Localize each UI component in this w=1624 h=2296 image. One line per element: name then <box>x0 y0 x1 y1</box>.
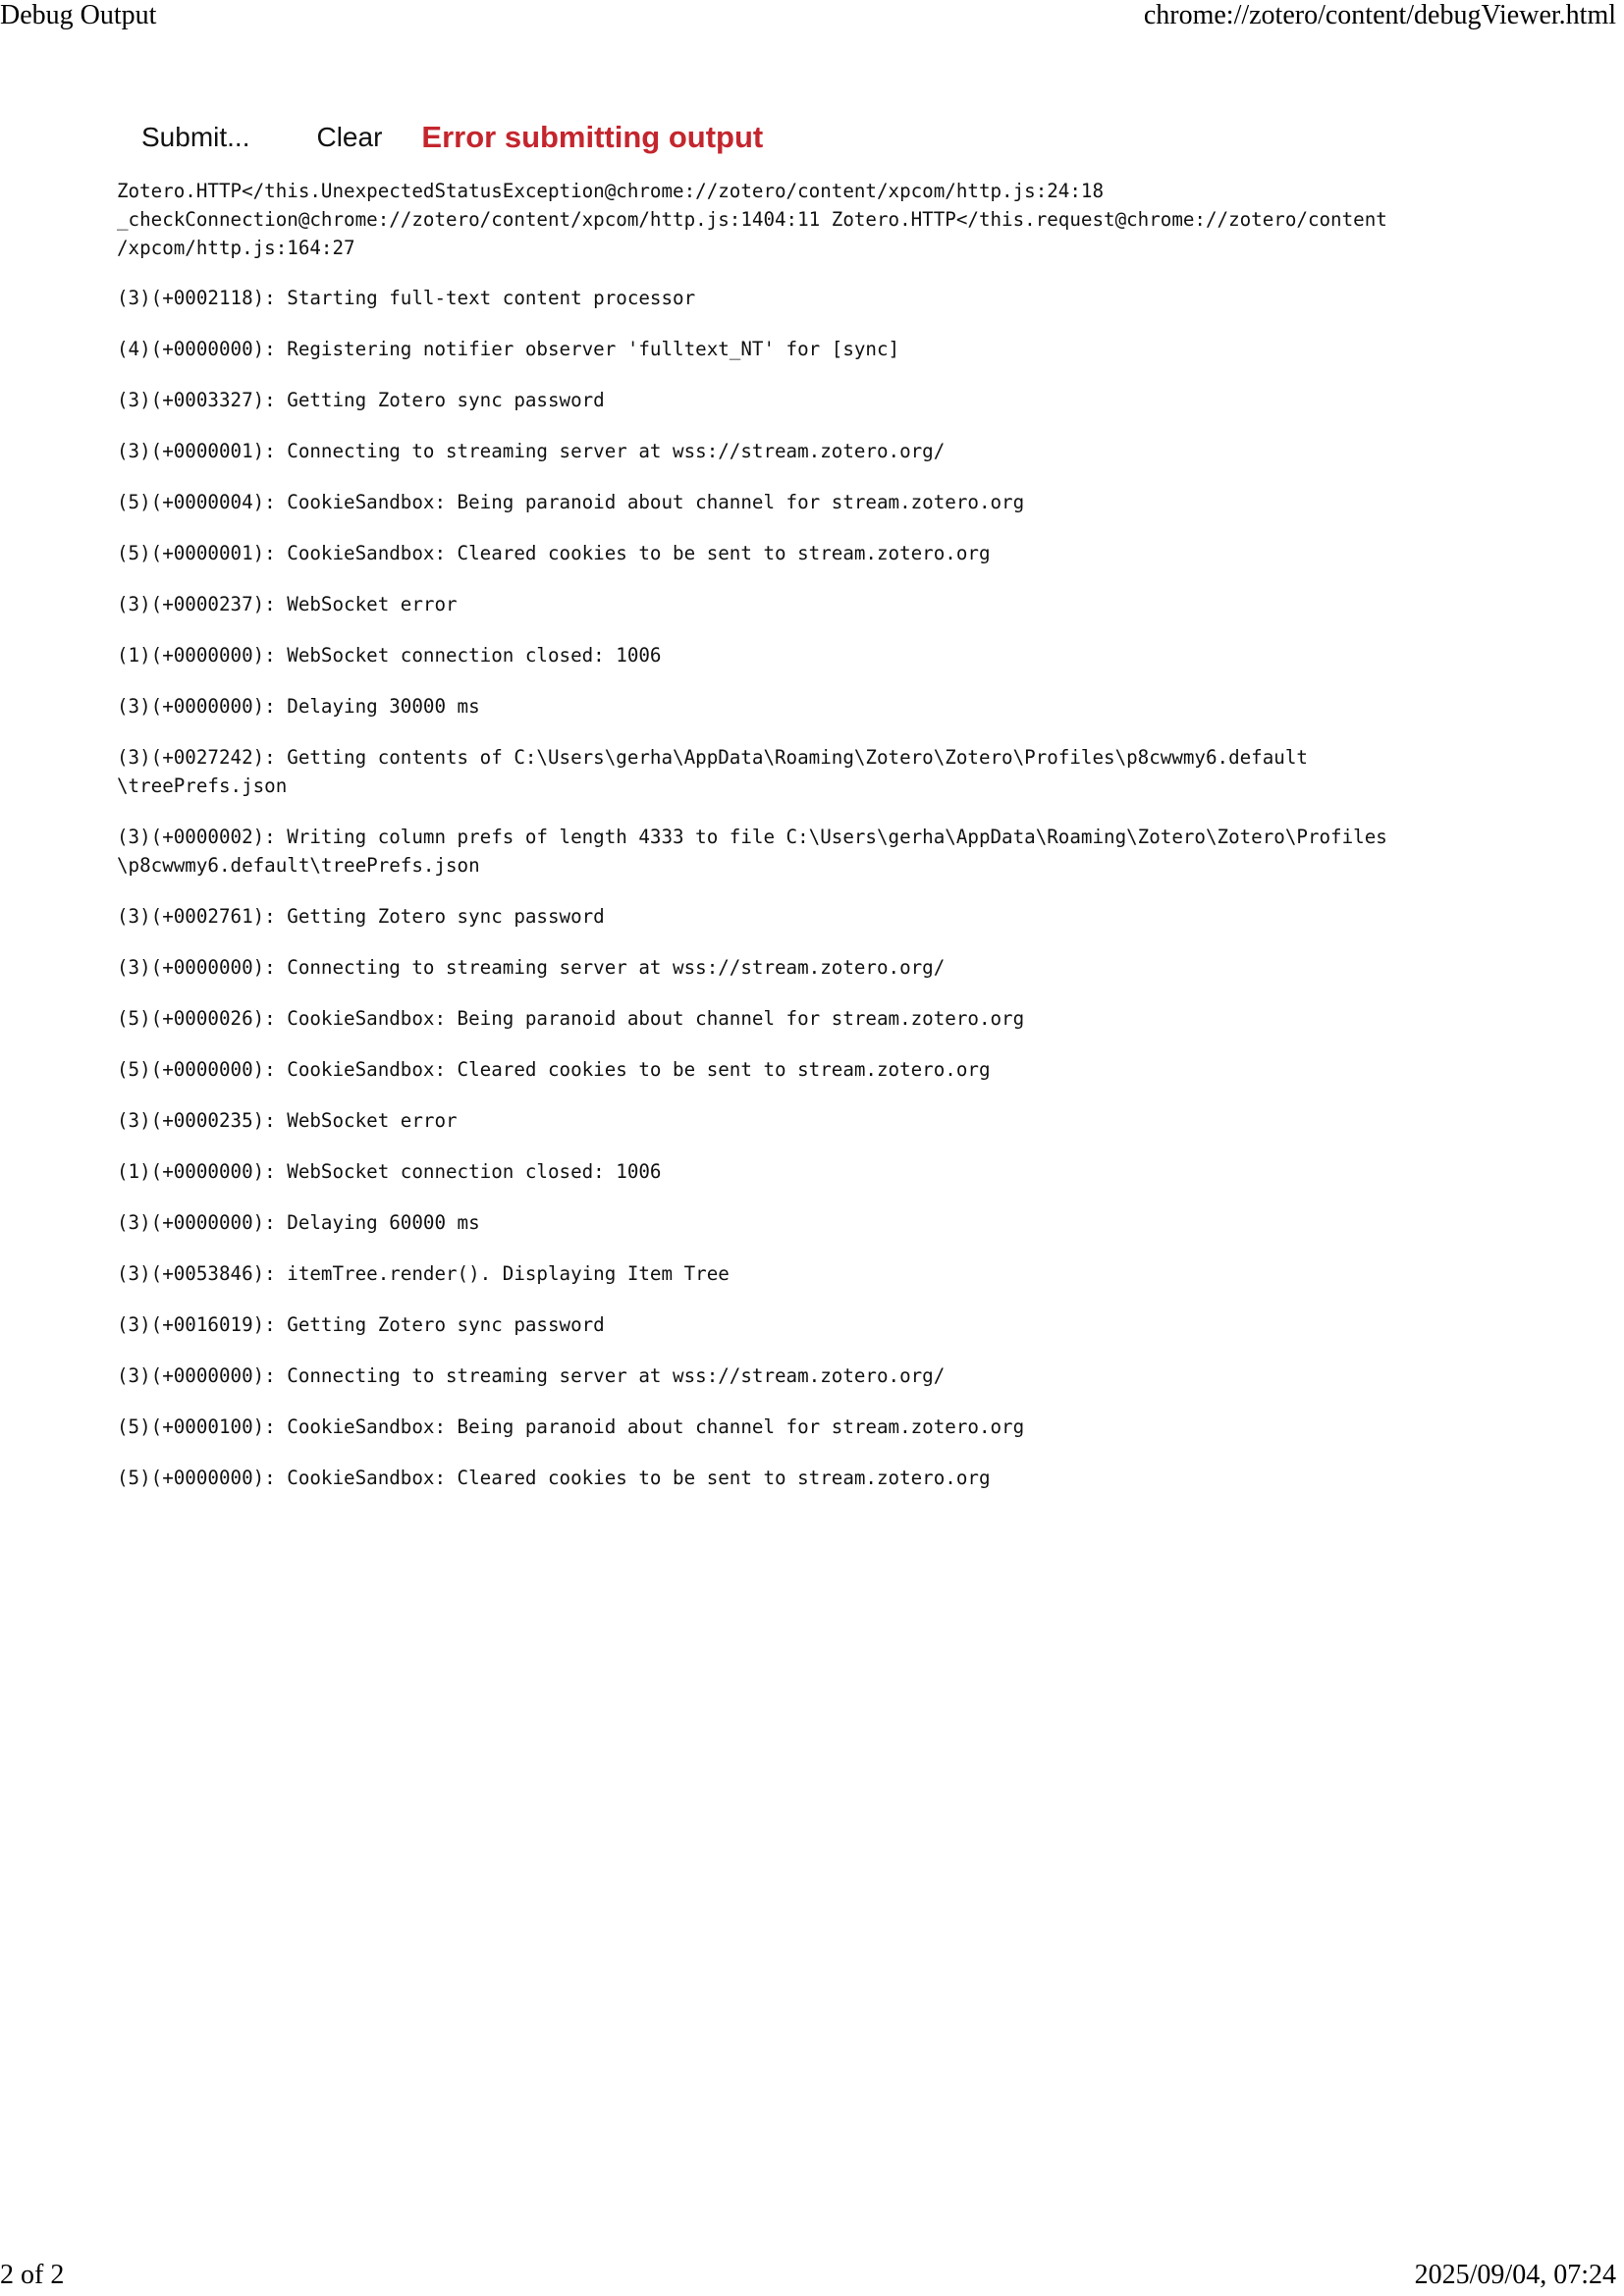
log-entry: (5)(+0000100): CookieSandbox: Being paranoid about channel for stream.zotero.org <box>117 1415 1025 1438</box>
print-header-url: chrome://zotero/content/debugViewer.html <box>1143 0 1616 30</box>
debug-toolbar <box>128 116 763 159</box>
log-entry: (3)(+0000002): Writing column prefs of length 4333 to file C:\Users\gerha\AppData\Roaming\Zotero\Zotero\Profiles \p8cwwmy6.default\treePrefs.json <box>117 826 1387 877</box>
log-entry: (3)(+0002118): Starting full-text content processor <box>117 287 696 309</box>
log-entry: (3)(+0000235): WebSocket error <box>117 1109 458 1132</box>
log-entry: (3)(+0003327): Getting Zotero sync password <box>117 389 605 411</box>
log-entry: (3)(+0053846): itemTree.render(). Displaying Item Tree <box>117 1262 730 1285</box>
debug-log <box>117 177 1482 1515</box>
log-entry: (4)(+0000000): Registering notifier observer 'fulltext_NT' for [sync] <box>117 338 900 360</box>
log-entry: (3)(+0027242): Getting contents of C:\Users\gerha\AppData\Roaming\Zotero\Zotero\Profiles\p8cwwmy6.default \treePrefs.json <box>117 746 1308 797</box>
log-entry: (5)(+0000001): CookieSandbox: Cleared cookies to be sent to stream.zotero.org <box>117 542 991 564</box>
submit-button[interactable]: Submit... <box>128 116 263 159</box>
log-entry: (1)(+0000000): WebSocket connection closed: 1006 <box>117 644 662 667</box>
log-entry: (1)(+0000000): WebSocket connection closed: 1006 <box>117 1160 662 1183</box>
print-footer-page: 2 of 2 <box>0 2260 65 2290</box>
log-entry: (5)(+0000026): CookieSandbox: Being paranoid about channel for stream.zotero.org <box>117 1007 1025 1030</box>
log-entry: (5)(+0000004): CookieSandbox: Being paranoid about channel for stream.zotero.org <box>117 491 1025 513</box>
log-entry: (3)(+0000001): Connecting to streaming server at wss://stream.zotero.org/ <box>117 440 946 462</box>
log-entry: Zotero.HTTP</this.UnexpectedStatusException@chrome://zotero/content/xpcom/http.js:24:18 _checkConnection@chrome://zotero/content/xpcom/http.js:1404:11 Zotero.HTTP</this.request@chrome://zotero/content /xpcom/http.js:164:27 <box>117 180 1387 259</box>
log-entry: (3)(+0000237): WebSocket error <box>117 593 458 615</box>
log-entry: (3)(+0000000): Delaying 60000 ms <box>117 1211 480 1234</box>
log-entry: (3)(+0016019): Getting Zotero sync password <box>117 1313 605 1336</box>
clear-button[interactable]: Clear <box>302 116 396 159</box>
log-entry: (5)(+0000000): CookieSandbox: Cleared cookies to be sent to stream.zotero.org <box>117 1467 991 1489</box>
print-header-title: Debug Output <box>0 0 157 30</box>
error-message: Error submitting output <box>421 120 764 154</box>
log-entry: (3)(+0000000): Connecting to streaming server at wss://stream.zotero.org/ <box>117 956 946 979</box>
log-entry: (3)(+0002761): Getting Zotero sync password <box>117 905 605 928</box>
print-footer-datetime: 2025/09/04, 07:24 <box>1414 2260 1616 2290</box>
log-entry: (3)(+0000000): Connecting to streaming server at wss://stream.zotero.org/ <box>117 1364 946 1387</box>
log-entry: (5)(+0000000): CookieSandbox: Cleared cookies to be sent to stream.zotero.org <box>117 1058 991 1081</box>
log-entry: (3)(+0000000): Delaying 30000 ms <box>117 695 480 718</box>
